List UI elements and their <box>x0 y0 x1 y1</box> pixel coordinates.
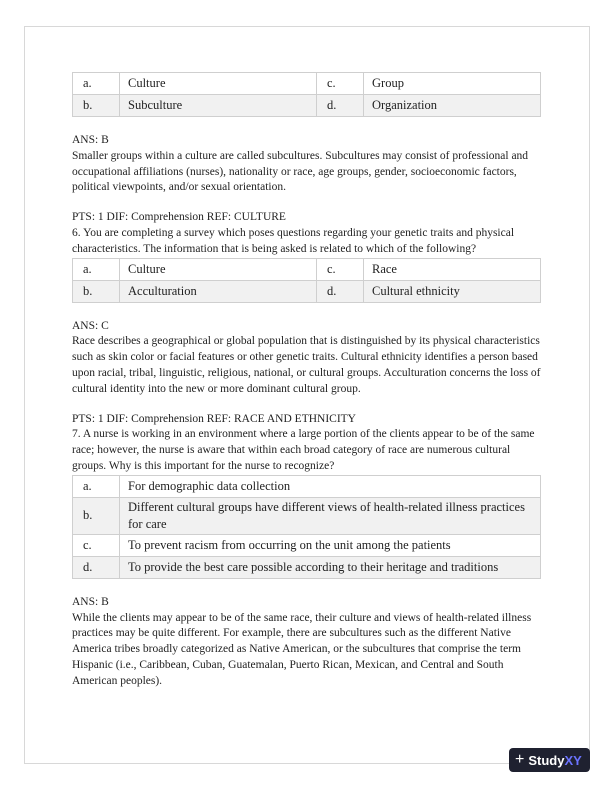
q7-option-d-letter: d. <box>73 556 120 578</box>
q6-option-b-text: Acculturation <box>120 280 317 302</box>
q6-meta: PTS: 1 DIF: Comprehension REF: RACE AND ETHNICITY <box>72 412 356 425</box>
q7-option-row-b <box>73 497 541 534</box>
q5-option-a-letter: a. <box>73 73 120 95</box>
q5-answer: ANS: B <box>72 134 109 146</box>
q5-option-b-letter: b. <box>73 95 120 117</box>
q6-option-d-letter: d. <box>317 280 364 302</box>
q6-option-a-text: Culture <box>120 258 317 280</box>
q5-meta: PTS: 1 DIF: Comprehension REF: CULTURE <box>72 211 286 224</box>
q7-option-c-text: To prevent racism from occurring on the unit among the patients <box>120 534 541 556</box>
logo-study-text: Study <box>528 752 565 768</box>
q6-option-d-text: Cultural ethnicity <box>364 280 541 302</box>
q6-answer: ANS: C <box>72 319 109 332</box>
q7-rationale: While the clients may appear to be of the same race, their culture and views of health-related illness practices may be quite different. For example, there are subcultures such as the different Native America tribes broadly categorized as Native American, or the subcultures that comprise the term Hispanic (i.e., Caribbean, Cuban, Guatemalan, Puerto Rican, Mexican, and Central and South American peoples). <box>72 611 532 687</box>
logo-xy-text: XY <box>564 752 582 768</box>
q6-option-a-letter: a. <box>73 258 120 280</box>
q7-answer: ANS: B <box>72 595 109 608</box>
q7-option-b-letter: b. <box>73 497 120 534</box>
q5-options-row-2 <box>73 95 541 117</box>
q7-option-row-a <box>73 475 541 497</box>
q7-stem: 7. A nurse is working in an environment where a large portion of the clients appear to be of the same race; however, the nurse is aware that within each broad category of race are numerous cultural groups. Why is this important for the nurse to recognize? <box>72 428 535 472</box>
q7-option-a-text: For demographic data collection <box>120 475 541 497</box>
q7-option-b-text: Different cultural groups have different views of health-related illness practices for care <box>120 497 541 534</box>
q7-option-row-c <box>73 534 541 556</box>
q5-options-table <box>72 72 541 117</box>
q7-option-row-d <box>73 556 541 578</box>
q5-option-b-text: Subculture <box>120 95 317 117</box>
q5-option-d-text: Organization <box>364 95 541 117</box>
q6-options-row-1 <box>73 258 541 280</box>
q6-options-table <box>72 258 541 303</box>
plus-icon: + <box>515 751 525 768</box>
q6-option-c-text: Race <box>364 258 541 280</box>
q5-option-a-text: Culture <box>120 73 317 95</box>
q6-option-b-letter: b. <box>73 280 120 302</box>
q7-option-c-letter: c. <box>73 534 120 556</box>
q5-options-row-1 <box>73 73 541 95</box>
q6-option-c-letter: c. <box>317 258 364 280</box>
q6-options-row-2 <box>73 280 541 302</box>
q5-rationale: Smaller groups within a culture are called subcultures. Subcultures may consist of professional and occupational affiliations (nurses), nationality or race, age groups, gender, socioeconomic factors, political viewpoints, and/or sexual orientation. <box>72 149 529 194</box>
q6-stem: 6. You are completing a survey which poses questions regarding your genetic traits and physical characteristics. The information that is being asked is related to which of the following? <box>72 226 515 255</box>
q5-option-c-letter: c. <box>317 73 364 95</box>
q5-option-c-text: Group <box>364 73 541 95</box>
page-content <box>72 72 541 690</box>
q7-options-table <box>72 475 541 579</box>
q5-option-d-letter: d. <box>317 95 364 117</box>
q7-option-a-letter: a. <box>73 475 120 497</box>
q7-option-d-text: To provide the best care possible according to their heritage and traditions <box>120 556 541 578</box>
studyxy-logo <box>509 748 590 772</box>
q6-rationale: Race describes a geographical or global population that is distinguished by its physical characteristics such as skin color or facial features or other genetic traits. Cultural ethnicity identifies a person based upon racial, tribal, linguistic, religious, national, or cultural groups. Acculturation concerns the loss of cultural identity into the new or more dominant cultural group. <box>72 335 541 395</box>
